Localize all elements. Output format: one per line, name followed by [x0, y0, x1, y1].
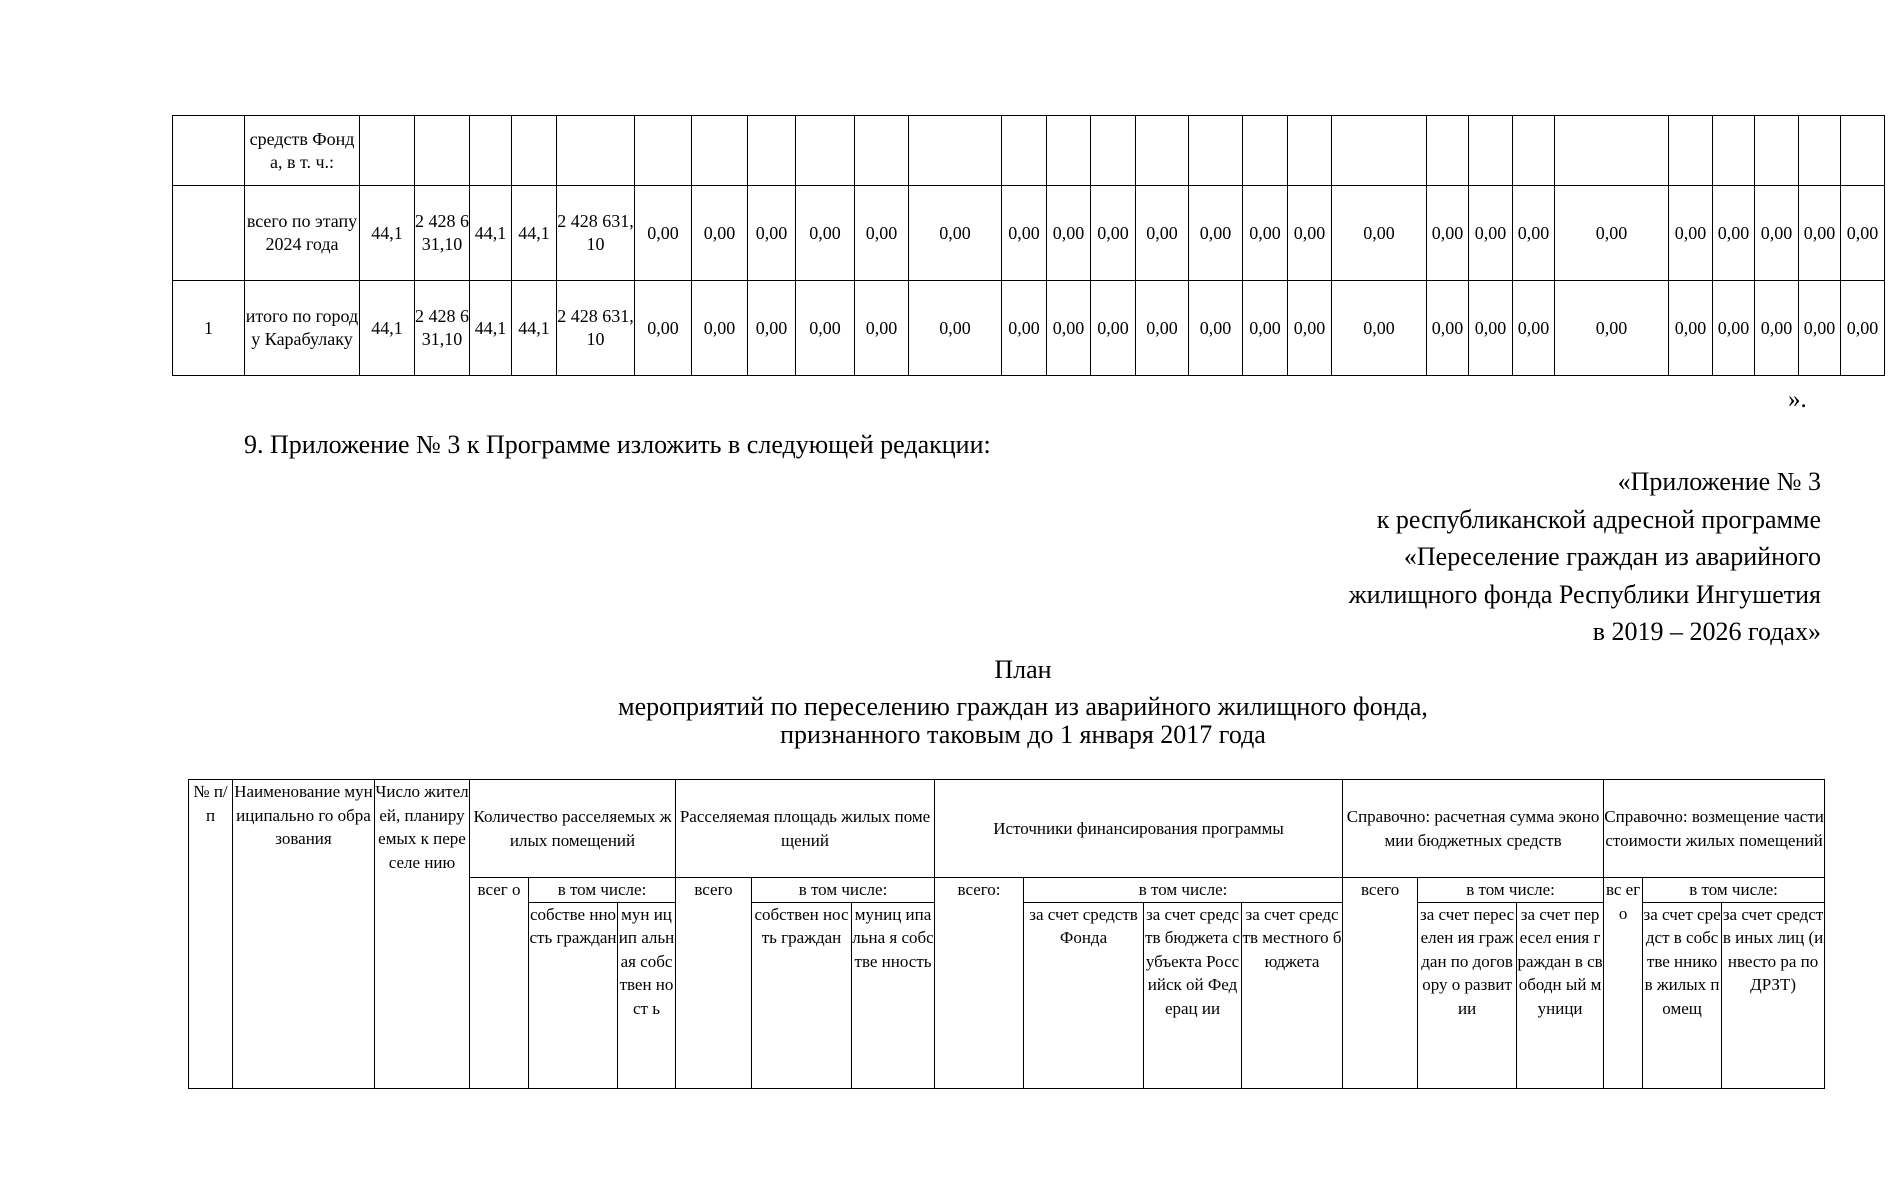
- table-cell: 0,00: [748, 281, 796, 376]
- table-cell: [748, 116, 796, 186]
- closing-quote: ».: [1788, 386, 1807, 413]
- table-cell: 0,00: [1136, 186, 1189, 281]
- header-economy-total: всего: [1343, 878, 1418, 1089]
- header-quantity-group: Количество расселяемых жилых помещений: [470, 780, 676, 878]
- table-cell: [796, 116, 855, 186]
- plan-subtitle-line-1: мероприятий по переселению граждан из аварийного жилищного фонда,: [618, 692, 1428, 721]
- table-cell: 0,00: [855, 186, 909, 281]
- table-cell: [1002, 116, 1047, 186]
- table-cell: [1555, 116, 1669, 186]
- table-cell: [635, 116, 692, 186]
- table-cell: 2 428 631,10: [557, 186, 635, 281]
- table-cell: [1047, 116, 1091, 186]
- table-cell: [557, 116, 635, 186]
- table-cell: 0,00: [1669, 281, 1713, 376]
- appendix-line-1: «Приложение № 3: [1617, 467, 1821, 496]
- header-area-own: собствен ность граждан: [752, 902, 852, 1088]
- table-cell: 1: [173, 281, 245, 376]
- table-cell: 0,00: [1555, 281, 1669, 376]
- table-cell: [512, 116, 557, 186]
- table-cell: 0,00: [1047, 281, 1091, 376]
- table-cell: [470, 116, 512, 186]
- table-cell: [1332, 116, 1427, 186]
- header-economy-free: за счет пересел ения граждан в свободн ый муници: [1517, 902, 1604, 1088]
- table-cell: [1669, 116, 1713, 186]
- table-cell: [360, 116, 415, 186]
- header-compensation-others: за счет средств иных лиц (инвесто ра по ДРЗТ): [1722, 902, 1825, 1088]
- table-cell: [1513, 116, 1555, 186]
- table-cell: 0,00: [1243, 281, 1288, 376]
- table-cell: [1427, 116, 1469, 186]
- header-economy-group: Справочно: расчетная сумма экономии бюджетных средств: [1343, 780, 1604, 878]
- table-cell: 0,00: [1427, 281, 1469, 376]
- table-cell: 0,00: [1841, 281, 1885, 376]
- header-municipality: Наименование муниципально го образования: [233, 780, 375, 1089]
- table-cell: 0,00: [1755, 281, 1799, 376]
- header-number: № п/ п: [189, 780, 233, 1089]
- table-cell: [1755, 116, 1799, 186]
- table-cell: 0,00: [1243, 186, 1288, 281]
- table-cell: 0,00: [1713, 186, 1755, 281]
- table-cell: 0,00: [1513, 186, 1555, 281]
- header-compensation-owners: за счет средст в собстве нников жилых помещ: [1643, 902, 1722, 1088]
- table-cell: [1189, 116, 1243, 186]
- header-quantity-municipal: мун ицип альн ая собс твен ност ь: [618, 902, 676, 1088]
- table-cell: [1841, 116, 1885, 186]
- table-cell: 0,00: [1091, 281, 1136, 376]
- header-economy-including: в том числе:: [1418, 878, 1604, 903]
- header-compensation-including: в том числе:: [1643, 878, 1825, 903]
- header-financing-subject: за счет средств бюджета субъекта Российск ой Федерац ии: [1144, 902, 1242, 1088]
- table-cell: 0,00: [1332, 186, 1427, 281]
- header-financing-group: Источники финансирования программы: [935, 780, 1343, 878]
- table-cell: 0,00: [1513, 281, 1555, 376]
- table-cell: средств Фонда, в т. ч.:: [245, 116, 360, 186]
- table-cell: 44,1: [470, 186, 512, 281]
- table-cell: 0,00: [909, 186, 1002, 281]
- top-data-table: [172, 115, 1885, 376]
- appendix-line-5: в 2019 – 2026 годах»: [1592, 617, 1821, 646]
- table-cell: всего по этапу 2024 года: [245, 186, 360, 281]
- table-cell: [1288, 116, 1332, 186]
- header-quantity-including: в том числе:: [529, 878, 676, 903]
- table-cell: 2 428 631,10: [557, 281, 635, 376]
- table-cell: [173, 186, 245, 281]
- table-cell: 0,00: [909, 281, 1002, 376]
- table-cell: 0,00: [1469, 281, 1513, 376]
- table-cell: 2 428 631,10: [415, 186, 470, 281]
- table-cell: 0,00: [1002, 281, 1047, 376]
- header-area-group: Расселяемая площадь жилых помещений: [676, 780, 935, 878]
- header-quantity-total: всег о: [470, 878, 529, 1089]
- table-cell: 44,1: [470, 281, 512, 376]
- appendix-line-2: к республиканской адресной программе: [1376, 505, 1821, 534]
- table-cell: 0,00: [1047, 186, 1091, 281]
- table-cell: 44,1: [512, 281, 557, 376]
- table-cell: 0,00: [1755, 186, 1799, 281]
- table-cell: 0,00: [1189, 186, 1243, 281]
- table-cell: 0,00: [855, 281, 909, 376]
- amendment-paragraph: 9. Приложение № 3 к Программе изложить в следующей редакции:: [244, 430, 991, 459]
- table-cell: [1469, 116, 1513, 186]
- table-cell: [1713, 116, 1755, 186]
- table-cell: [415, 116, 470, 186]
- table-cell: 0,00: [796, 281, 855, 376]
- table-cell: 44,1: [360, 281, 415, 376]
- table-cell: [173, 116, 245, 186]
- table-cell: 0,00: [1091, 186, 1136, 281]
- header-area-including: в том числе:: [752, 878, 935, 903]
- table-row: [173, 281, 1885, 376]
- table-cell: [1136, 116, 1189, 186]
- table-cell: 0,00: [1136, 281, 1189, 376]
- table-cell: 0,00: [1799, 186, 1841, 281]
- table-cell: 0,00: [635, 186, 692, 281]
- table-row: [173, 116, 1885, 186]
- table-cell: 0,00: [1669, 186, 1713, 281]
- header-compensation-group: Справочно: возмещение части стоимости жилых помещений: [1604, 780, 1825, 878]
- table-cell: 0,00: [692, 186, 748, 281]
- table-cell: 0,00: [1332, 281, 1427, 376]
- table-cell: 0,00: [635, 281, 692, 376]
- table-cell: 2 428 631,10: [415, 281, 470, 376]
- header-financing-local: за счет средств местного бюджета: [1242, 902, 1343, 1088]
- header-residents: Число жителей, планиру емых к переселе нию: [375, 780, 470, 1089]
- header-compensation-total: вс ег о: [1604, 878, 1643, 1089]
- table-cell: 0,00: [692, 281, 748, 376]
- header-economy-development: за счет переселен ия граждан по договору о развитии: [1418, 902, 1517, 1088]
- table-cell: [1243, 116, 1288, 186]
- appendix-line-3: «Переселение граждан из аварийного: [1403, 542, 1821, 571]
- table-cell: 0,00: [1555, 186, 1669, 281]
- header-area-total: всего: [676, 878, 752, 1089]
- header-quantity-own: собстве нность граждан: [529, 902, 618, 1088]
- header-financing-fund: за счет средств Фонда: [1024, 902, 1144, 1088]
- plan-subtitle-line-2: признанного таковым до 1 января 2017 года: [780, 720, 1266, 749]
- table-cell: 44,1: [512, 186, 557, 281]
- table-cell: 0,00: [1002, 186, 1047, 281]
- table-cell: [1091, 116, 1136, 186]
- table-cell: 0,00: [1841, 186, 1885, 281]
- header-area-municipal: муниц ипальна я собстве нность: [852, 902, 935, 1088]
- appendix-line-4: жилищного фонда Республики Ингушетия: [1348, 580, 1821, 609]
- table-cell: 0,00: [1799, 281, 1841, 376]
- table-cell: 0,00: [748, 186, 796, 281]
- table-cell: 0,00: [1288, 281, 1332, 376]
- header-financing-total: всего:: [935, 878, 1024, 1089]
- table-row: [173, 186, 1885, 281]
- table-cell: [1799, 116, 1841, 186]
- table-cell: 0,00: [1427, 186, 1469, 281]
- table-cell: 0,00: [1189, 281, 1243, 376]
- table-cell: [909, 116, 1002, 186]
- table-cell: 0,00: [1713, 281, 1755, 376]
- plan-title: План: [994, 655, 1052, 684]
- table-cell: 0,00: [1288, 186, 1332, 281]
- header-financing-including: в том числе:: [1024, 878, 1343, 903]
- table-cell: 0,00: [796, 186, 855, 281]
- table-cell: [855, 116, 909, 186]
- plan-header-table: [188, 779, 1825, 1089]
- table-cell: итого по городу Карабулаку: [245, 281, 360, 376]
- table-cell: 44,1: [360, 186, 415, 281]
- table-cell: [692, 116, 748, 186]
- table-cell: 0,00: [1469, 186, 1513, 281]
